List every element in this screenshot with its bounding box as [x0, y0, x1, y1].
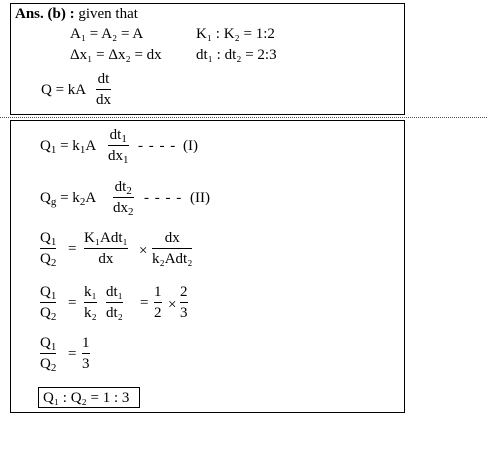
formula-lhs: Q = kA — [41, 82, 87, 98]
ratio2-equals: = — [68, 295, 77, 311]
given-area: A₁ = A₂ = A — [70, 26, 144, 42]
answer-label: Ans. (b) : — [15, 6, 75, 22]
given-dx: Δx₁ = Δx₂ = dx — [70, 47, 162, 63]
fraction-bar — [96, 89, 111, 90]
eq1-tag: (I) — [183, 138, 198, 154]
ratio2-num-fraction-b: 2 3 — [180, 284, 188, 321]
ratio1-equals: = — [68, 241, 77, 257]
given-dt-ratio: dt₁ : dt₂ = 2:3 — [196, 47, 277, 63]
ratio2-num-fraction-a: 1 2 — [154, 284, 162, 321]
ratio1-times: × — [139, 243, 148, 259]
eq2-fraction: $dt_2$ $dx_2$ — [113, 179, 134, 218]
eq2-tag: (II) — [190, 190, 210, 206]
eq2-dashes: - - - - — [144, 190, 183, 206]
formula-fraction — [96, 72, 111, 108]
eq1-lhs: $Q_1 = k_1A$ — [40, 138, 97, 156]
ratio1-lhs-fraction: $Q_1$ $Q_2$ — [40, 230, 57, 269]
ratio2-dt-fraction: dt₁ dt₂ — [106, 284, 123, 321]
formula-denominator: dx — [96, 92, 111, 108]
ratio1-fraction-a: K₁Adt₁ dx — [84, 230, 128, 267]
final-answer-box — [38, 387, 140, 408]
answer-heading — [15, 7, 138, 22]
eq1-dashes: - - - - — [138, 138, 177, 154]
ratio2-times: × — [168, 297, 177, 313]
given-k-ratio: K₁ : K₂ = 1:2 — [196, 26, 275, 42]
answer-heading-text: given that — [74, 6, 138, 22]
ratio2-k-fraction: k₁ k₂ — [84, 284, 97, 321]
formula-numerator: dt — [97, 71, 110, 87]
ratio2-equals-2: = — [140, 295, 149, 311]
ratio3-rhs-fraction: 1 3 — [82, 335, 90, 372]
ratio3-lhs-fraction: $Q_1$ $Q_2$ — [40, 335, 57, 374]
eq1-fraction: $dt_1$ $dx_1$ — [108, 127, 129, 166]
dotted-separator — [0, 117, 487, 118]
final-answer: Q₁ : Q₂ = 1 : 3 — [43, 390, 130, 406]
ratio1-fraction-b: dx k₂Adt₂ — [152, 230, 193, 267]
ratio2-lhs-fraction: $Q_1$ $Q_2$ — [40, 284, 57, 323]
solution-box — [10, 120, 405, 413]
ratio3-equals: = — [68, 346, 77, 362]
eq2-lhs: $Q_g = k_2A$ — [40, 190, 97, 208]
